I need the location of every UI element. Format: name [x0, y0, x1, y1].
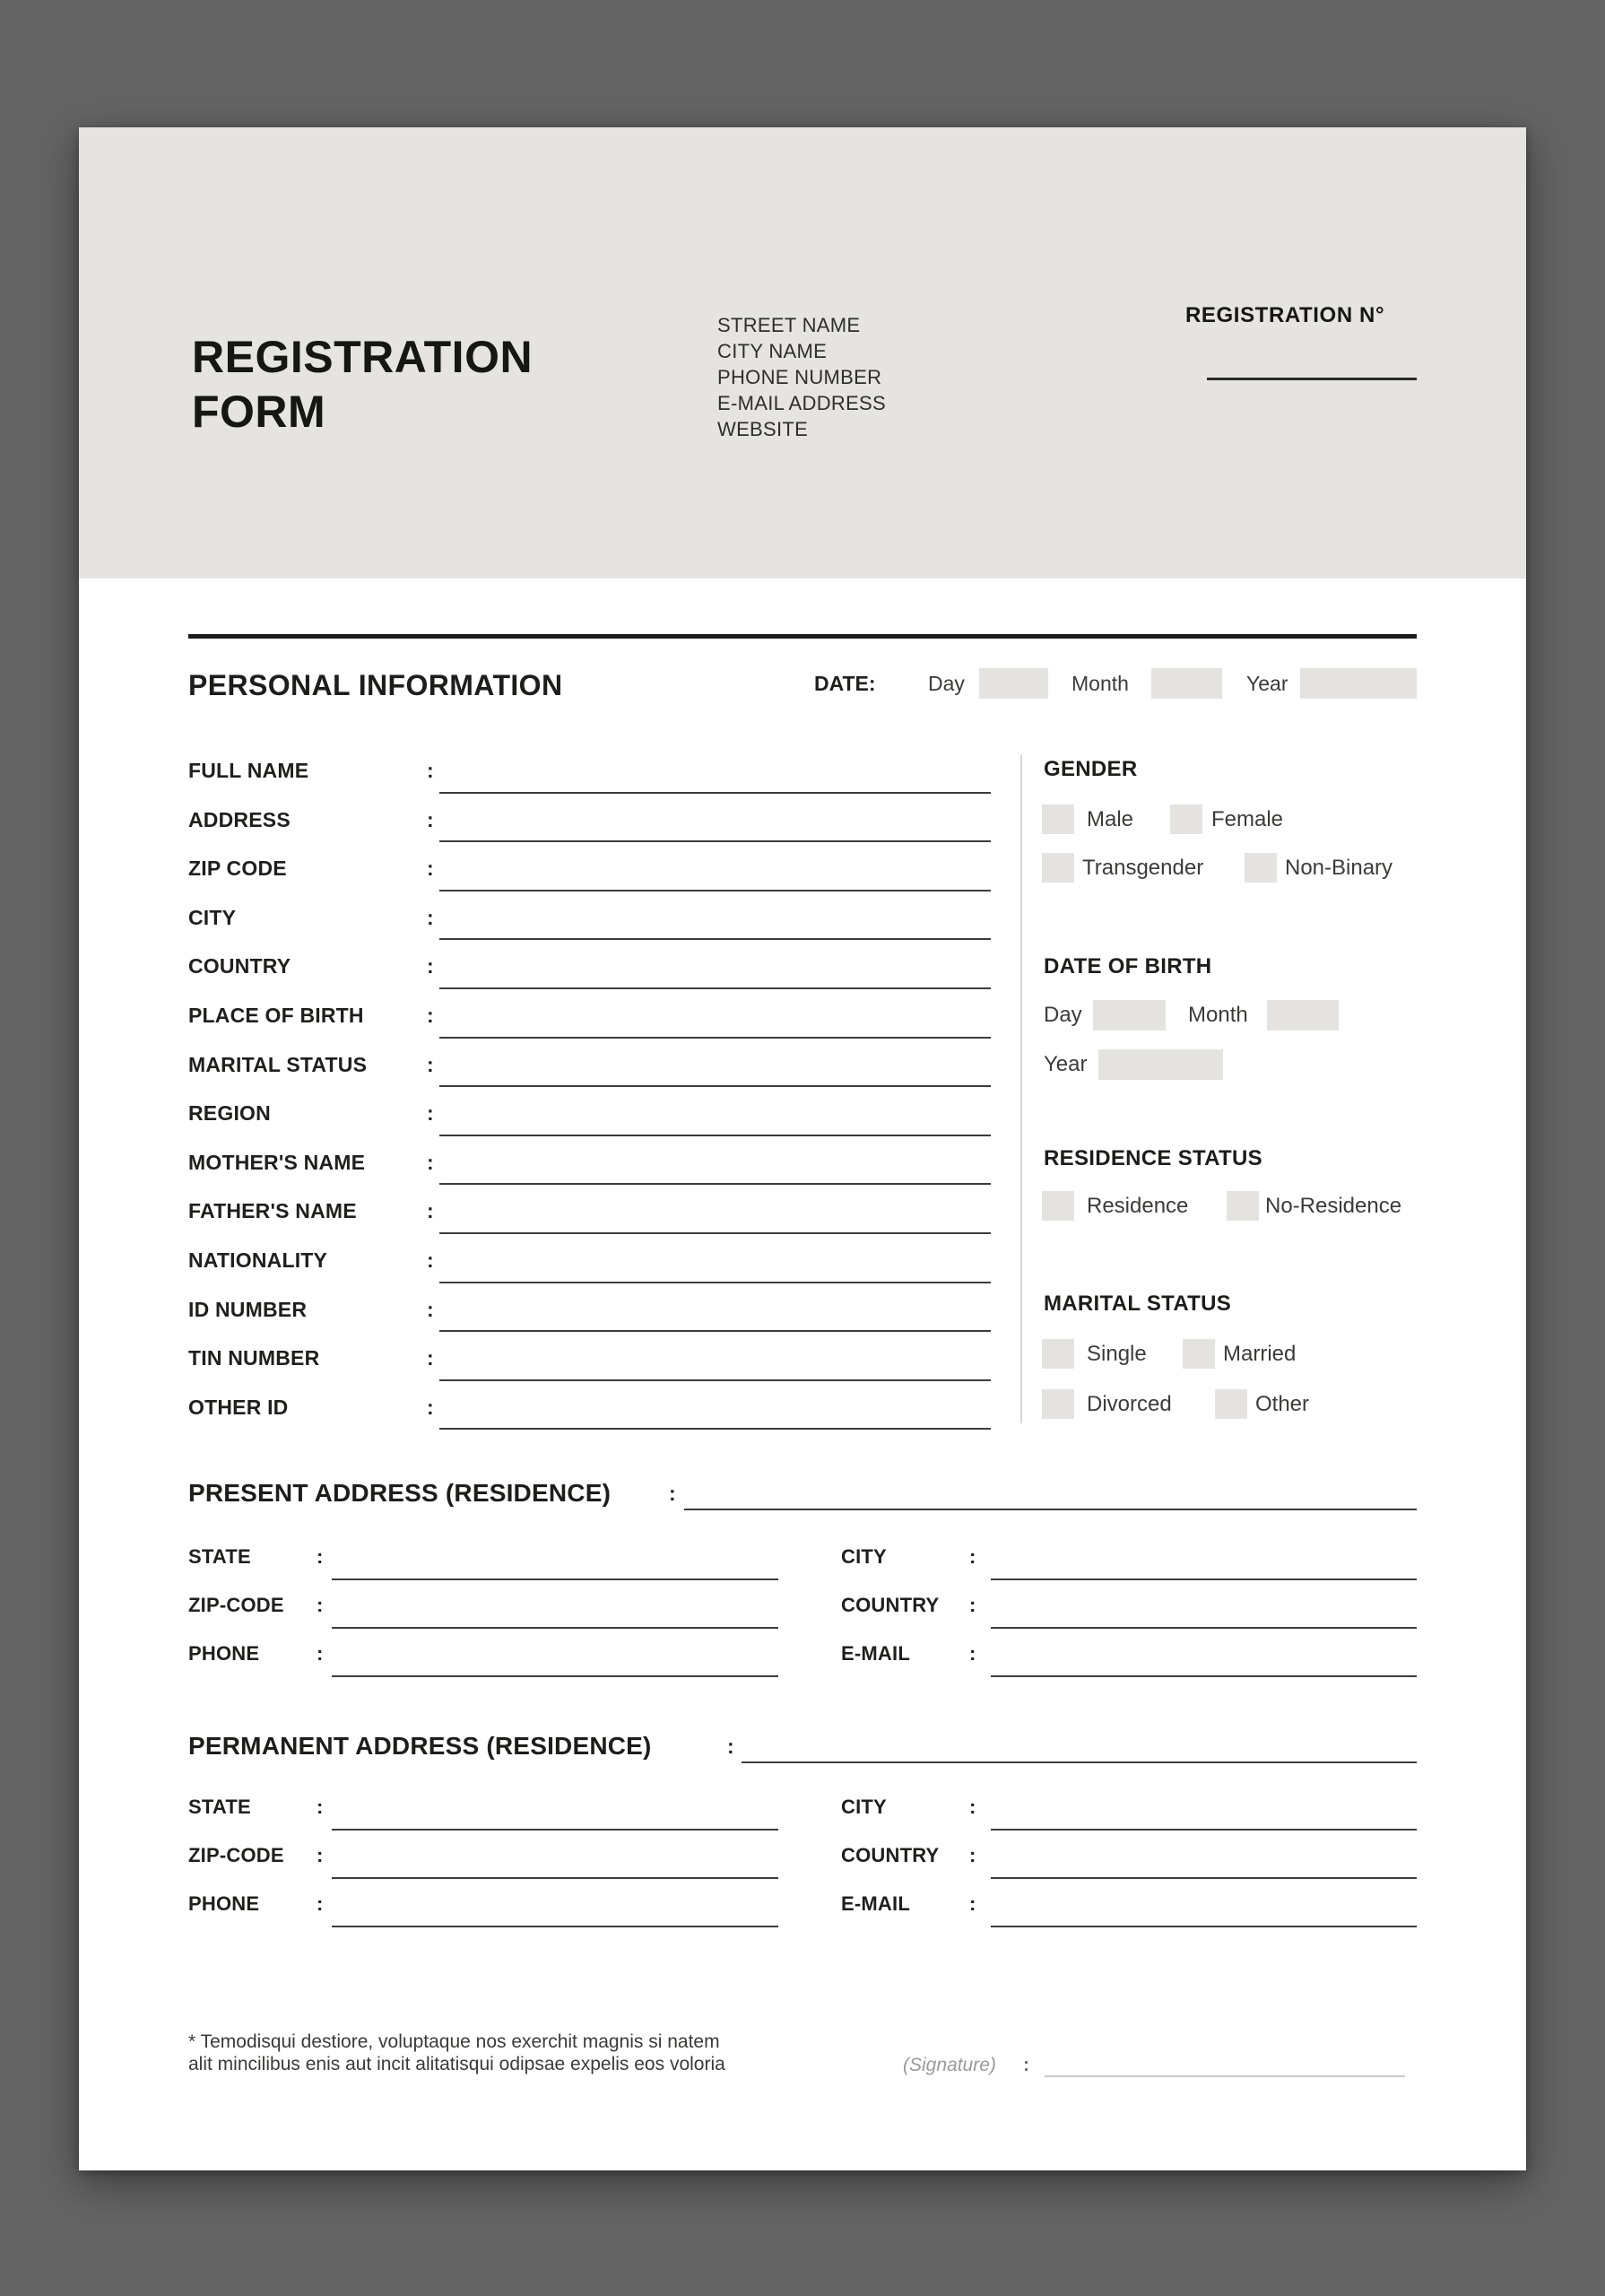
form-title	[192, 330, 533, 439]
marital-status-input-line[interactable]	[439, 1085, 991, 1087]
field-row-fathers-name	[188, 1187, 991, 1236]
date-day-box[interactable]	[979, 668, 1048, 699]
region-input-line[interactable]	[439, 1135, 991, 1136]
option-label-married: Married	[1223, 1342, 1297, 1366]
date-month-label: Month	[1071, 672, 1129, 695]
present-row-2	[188, 1582, 1417, 1631]
full-name-input-line[interactable]	[439, 792, 991, 794]
field-label: PHONE	[188, 1642, 260, 1665]
field-row-id-number	[188, 1285, 991, 1335]
present-address-heading-row	[188, 1474, 1417, 1512]
residence-status-heading: RESIDENCE STATUS	[1044, 1146, 1262, 1170]
footnote-line1: * Temodisqui destiore, voluptaque nos exerchit magnis si natem	[188, 2031, 720, 2052]
dob-row-2	[1042, 1049, 1418, 1080]
field-label: ZIP-CODE	[188, 1594, 284, 1616]
permanent-city-input-line[interactable]	[991, 1829, 1417, 1831]
colon: :	[969, 1545, 976, 1568]
date-day-label: Day	[928, 672, 965, 695]
zip-code-input-line[interactable]	[439, 890, 991, 891]
permanent-address-fields	[188, 1784, 1417, 1929]
city-input-line[interactable]	[439, 938, 991, 940]
present-phone-input-line[interactable]	[332, 1675, 778, 1677]
date-label: DATE:	[814, 672, 876, 695]
dob-month-box[interactable]	[1267, 1000, 1339, 1031]
gender-heading: GENDER	[1044, 757, 1138, 781]
colon: :	[969, 1844, 976, 1866]
checkbox-no-residence[interactable]	[1227, 1191, 1259, 1221]
field-label: COUNTRY	[841, 1594, 940, 1616]
signature-label: (Signature)	[903, 2055, 996, 2075]
footnote	[188, 2031, 725, 2075]
colon: :	[669, 1482, 676, 1505]
present-country-input-line[interactable]	[991, 1627, 1417, 1629]
date-year-label: Year	[1246, 672, 1288, 695]
contact-street: STREET NAME	[717, 314, 861, 336]
field-label: ZIP CODE	[188, 857, 287, 881]
present-row-1	[188, 1534, 1417, 1582]
field-label: ID NUMBER	[188, 1297, 308, 1321]
field-label: COUNTRY	[841, 1844, 940, 1866]
field-label: CITY	[841, 1796, 887, 1818]
present-address-fields	[188, 1534, 1417, 1679]
contact-phone: PHONE NUMBER	[717, 366, 882, 388]
permanent-zip-code-input-line[interactable]	[332, 1877, 778, 1879]
registration-number-input-line[interactable]	[1207, 378, 1417, 380]
registration-form-page	[79, 127, 1526, 2170]
fathers-name-input-line[interactable]	[439, 1232, 991, 1234]
permanent-country-input-line[interactable]	[991, 1877, 1417, 1879]
field-row-nationality	[188, 1236, 991, 1285]
colon: :	[317, 1892, 324, 1915]
field-row-city	[188, 893, 991, 943]
checkbox-married[interactable]	[1183, 1339, 1215, 1369]
field-label: ZIP-CODE	[188, 1844, 284, 1866]
present-address-input-line[interactable]	[684, 1509, 1417, 1510]
signature-input-line[interactable]	[1045, 2075, 1405, 2077]
field-label: REGION	[188, 1101, 271, 1126]
contact-website: WEBSITE	[717, 418, 809, 440]
field-row-other-id	[188, 1383, 991, 1432]
tin-number-input-line[interactable]	[439, 1379, 991, 1381]
date-of-birth-heading: DATE OF BIRTH	[1044, 954, 1212, 978]
colon: :	[317, 1796, 324, 1818]
option-label-other: Other	[1255, 1392, 1310, 1416]
other-id-input-line[interactable]	[439, 1428, 991, 1430]
choices-column	[1042, 746, 1418, 1437]
field-label: CITY	[841, 1545, 887, 1568]
field-label: FATHER'S NAME	[188, 1199, 357, 1223]
colon: :	[427, 759, 434, 782]
dob-day-label: Day	[1044, 1003, 1082, 1027]
permanent-row-1	[188, 1784, 1417, 1832]
address-input-line[interactable]	[439, 840, 991, 842]
colon: :	[427, 1297, 434, 1321]
permanent-row-2	[188, 1832, 1417, 1881]
dob-month-label: Month	[1188, 1003, 1248, 1027]
colon: :	[427, 1248, 434, 1272]
field-label: E-MAIL	[841, 1892, 910, 1915]
form-header-band	[79, 127, 1526, 578]
colon: :	[427, 1101, 434, 1126]
option-label-residence: Residence	[1087, 1194, 1189, 1218]
permanent-state-input-line[interactable]	[332, 1829, 778, 1831]
colon: :	[969, 1594, 976, 1616]
colon: :	[427, 1199, 434, 1223]
field-label: ADDRESS	[188, 807, 291, 831]
field-row-marital-status	[188, 1040, 991, 1090]
checkbox-divorced[interactable]	[1042, 1389, 1074, 1419]
field-row-tin-number	[188, 1334, 991, 1383]
form-title-line1: REGISTRATION	[192, 332, 534, 382]
permanent-address-heading-row	[188, 1727, 1417, 1765]
field-label: TIN NUMBER	[188, 1346, 320, 1370]
option-label-non-binary: Non-Binary	[1285, 856, 1393, 880]
colon: :	[1023, 2055, 1029, 2075]
present-address-heading: PRESENT ADDRESS (RESIDENCE)	[188, 1479, 612, 1507]
marital-row-1	[1042, 1339, 1418, 1370]
dob-row-1	[1042, 1000, 1418, 1031]
id-number-input-line[interactable]	[439, 1330, 991, 1332]
present-city-input-line[interactable]	[991, 1578, 1417, 1580]
date-year-box[interactable]	[1300, 668, 1417, 699]
personal-fields	[188, 746, 991, 1431]
colon: :	[969, 1796, 976, 1818]
gender-row-1	[1042, 804, 1418, 835]
contact-city: CITY NAME	[717, 340, 828, 362]
colon: :	[317, 1594, 324, 1616]
colon: :	[427, 1395, 434, 1419]
permanent-email-input-line[interactable]	[991, 1926, 1417, 1927]
mothers-name-input-line[interactable]	[439, 1183, 991, 1185]
present-row-3	[188, 1631, 1417, 1679]
colon: :	[727, 1735, 734, 1758]
checkbox-non-binary[interactable]	[1245, 853, 1277, 883]
option-label-female: Female	[1211, 807, 1284, 831]
checkbox-transgender[interactable]	[1042, 853, 1074, 883]
colon: :	[427, 857, 434, 881]
residence-row	[1042, 1191, 1418, 1222]
field-label: COUNTRY	[188, 954, 291, 978]
colon: :	[427, 954, 434, 978]
option-label-no-residence: No-Residence	[1265, 1194, 1402, 1218]
field-label: STATE	[188, 1796, 251, 1818]
checkbox-residence[interactable]	[1042, 1191, 1074, 1221]
colon: :	[427, 1003, 434, 1027]
section-divider-rule	[188, 634, 1417, 639]
colon: :	[427, 1052, 434, 1076]
contact-email: E-MAIL ADDRESS	[717, 392, 886, 414]
present-email-input-line[interactable]	[991, 1675, 1417, 1677]
form-date-row	[814, 667, 1418, 700]
colon: :	[317, 1642, 324, 1665]
personal-information-heading: PERSONAL INFORMATION	[188, 669, 563, 701]
option-label-transgender: Transgender	[1082, 856, 1204, 880]
form-title-line2: FORM	[192, 387, 326, 437]
present-zip-code-input-line[interactable]	[332, 1627, 778, 1629]
field-row-address	[188, 796, 991, 845]
field-row-mothers-name	[188, 1138, 991, 1187]
checkbox-female[interactable]	[1170, 804, 1202, 834]
column-divider	[1020, 755, 1022, 1423]
field-label: FULL NAME	[188, 759, 309, 782]
permanent-row-3	[188, 1881, 1417, 1929]
field-label: PLACE OF BIRTH	[188, 1003, 364, 1027]
permanent-address-heading: PERMANENT ADDRESS (RESIDENCE)	[188, 1732, 652, 1760]
marital-row-2	[1042, 1389, 1418, 1420]
field-label: NATIONALITY	[188, 1248, 328, 1272]
country-input-line[interactable]	[439, 987, 991, 989]
field-label: STATE	[188, 1545, 251, 1568]
field-label: MOTHER'S NAME	[188, 1150, 366, 1174]
field-label: PHONE	[188, 1892, 260, 1915]
dob-year-label: Year	[1044, 1052, 1088, 1076]
checkbox-other[interactable]	[1215, 1389, 1247, 1419]
present-state-input-line[interactable]	[332, 1578, 778, 1580]
gender-row-2	[1042, 853, 1418, 883]
field-label: OTHER ID	[188, 1395, 289, 1419]
colon: :	[969, 1642, 976, 1665]
field-row-full-name	[188, 746, 991, 796]
colon: :	[317, 1545, 324, 1568]
field-row-zip-code	[188, 844, 991, 893]
field-label: MARITAL STATUS	[188, 1052, 368, 1076]
colon: :	[317, 1844, 324, 1866]
field-row-place-of-birth	[188, 991, 991, 1040]
field-label: E-MAIL	[841, 1642, 910, 1665]
colon: :	[969, 1892, 976, 1915]
colon: :	[427, 905, 434, 929]
checkbox-single[interactable]	[1042, 1339, 1074, 1369]
checkbox-male[interactable]	[1042, 804, 1074, 834]
dob-day-box[interactable]	[1093, 1000, 1166, 1031]
dob-year-box[interactable]	[1098, 1049, 1223, 1080]
colon: :	[427, 807, 434, 831]
option-label-single: Single	[1087, 1342, 1147, 1366]
field-row-region	[188, 1089, 991, 1138]
colon: :	[427, 1346, 434, 1370]
permanent-phone-input-line[interactable]	[332, 1926, 778, 1927]
contact-block	[717, 312, 886, 442]
field-label: CITY	[188, 905, 237, 929]
option-label-male: Male	[1087, 807, 1134, 831]
colon: :	[427, 1150, 434, 1174]
marital-status-heading: MARITAL STATUS	[1044, 1292, 1232, 1316]
nationality-input-line[interactable]	[439, 1282, 991, 1283]
field-row-country	[188, 942, 991, 991]
place-of-birth-input-line[interactable]	[439, 1037, 991, 1039]
permanent-address-input-line[interactable]	[742, 1761, 1417, 1763]
option-label-divorced: Divorced	[1087, 1392, 1172, 1416]
registration-number-label: REGISTRATION N°	[1185, 303, 1385, 327]
date-month-box[interactable]	[1151, 668, 1222, 699]
footnote-line2: alit mincilibus enis aut incit alitatisqui odipsae expelis eos voloria	[188, 2054, 725, 2074]
